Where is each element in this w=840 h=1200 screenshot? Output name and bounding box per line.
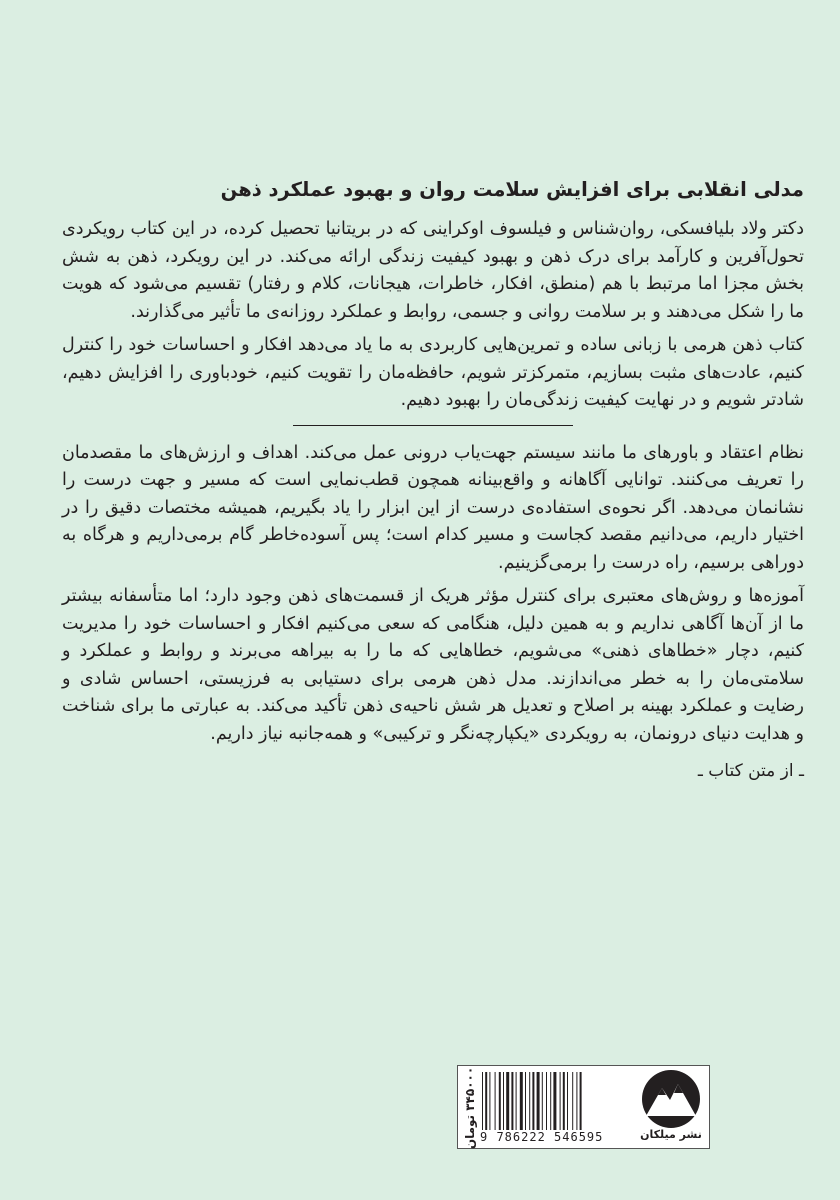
barcode-bar xyxy=(546,1072,547,1130)
source-attribution: ـ از متن کتاب ـ xyxy=(697,761,804,781)
paragraph-excerpt-1: نظام اعتقاد و باورهای ما مانند سیستم جهت‌یاب درونی عمل می‌کند. اهداف و ارزش‌های ما مقصدمان را تعریف می‌کنند. توانایی آگاهانه و واقع‌بینانه همچون قطب‌نمایی است که مسیر و جهت درست را نشانمان می‌دهد. اگر نحوه‌ی استفاده‌ی درست از این ابزار را یاد بگیریم، همیشه مختصات دقیق را در اختیار داریم، می‌دانیم مقصد کجاست و مسیر کدام است؛ پس آسوده‌خاطر گام برمی‌داریم و هرگاه به دوراهی برسیم، راه درست را برمی‌گزینیم. xyxy=(62,442,804,573)
barcode-bar xyxy=(489,1072,490,1130)
back-cover-text xyxy=(62,176,804,784)
barcode-icon xyxy=(480,1070,630,1132)
barcode-bar xyxy=(499,1072,501,1130)
barcode-bar xyxy=(572,1072,573,1130)
barcode-bar xyxy=(495,1072,496,1130)
barcode-bar xyxy=(553,1072,556,1130)
barcode-bar xyxy=(511,1072,513,1130)
publisher-name: نشر میلکان xyxy=(640,1128,702,1141)
section-divider xyxy=(293,425,573,426)
barcode-bar xyxy=(567,1072,568,1130)
barcode-bar xyxy=(485,1072,487,1130)
barcode-bar xyxy=(532,1072,534,1130)
barcode-bar xyxy=(580,1072,582,1130)
isbn-number: 9 786222 546595 xyxy=(480,1130,604,1144)
barcode-bar xyxy=(482,1072,483,1130)
barcode-bar xyxy=(529,1072,530,1130)
barcode-bar xyxy=(563,1072,565,1130)
barcode-bar xyxy=(516,1072,517,1130)
barcode-bar xyxy=(542,1072,543,1130)
price-label: ۳۴۵۰۰۰ تومان xyxy=(463,1066,477,1150)
barcode-bar xyxy=(503,1072,504,1130)
barcode-bar xyxy=(506,1072,509,1130)
paragraph-excerpt-2: آموزه‌ها و روش‌های معتبری برای کنترل مؤثر هریک از قسمت‌های ذهن وجود دارد؛ اما متأسفانه بیشتر ما از آن‌ها آگاهی نداریم و به همین دلیل، هنگامی که سعی می‌کنیم افکار و احساسات خود را مدیریت کنیم، دچار «خطاهای ذهنی» می‌شویم، خطاهایی که ما را به بیراهه می‌برند و روابط و عملکرد و سلامتی‌مان را به خطر می‌اندازند. مدل ذهن هرمی برای دستیابی به فرزیستی، احساس شادی و رضایت و عملکرد بهینه بر اصلاح و تعدیل هر شش ناحیه‌ی ذهن تأکید می‌کند. به عبارتی ما برای شناخت و هدایت دنیای درونمان، به رویکردی «یکپارچه‌نگر و ترکیبی» و همه‌جانبه نیاز داریم. xyxy=(62,586,804,744)
paragraph-intro: دکتر ولاد بلیافسکی، روان‌شناس و فیلسوف اوکراینی که در بریتانیا تحصیل کرده، در این کتاب رویکردی تحول‌آفرین و کارآمد برای درک ذهن و بهبود کیفیت زندگی ارائه می‌کند. در این رویکرد، ذهن به شش بخش مجزا اما مرتبط با هم (منطق، افکار، خاطرات، هیجانات، کلام و رفتار) تقسیم می‌شود که هویت ما را شکل می‌دهند و بر سلامت روانی و جسمی، روابط و عملکرد روزانه‌ی ما تأثیر می‌گذارند. xyxy=(62,219,804,322)
barcode-bar xyxy=(560,1072,561,1130)
headline: مدلی انقلابی برای افزایش سلامت روان و بهبود عملکرد ذهن xyxy=(220,178,804,201)
barcode-bar xyxy=(550,1072,551,1130)
barcode-bar xyxy=(576,1072,577,1130)
barcode-bar xyxy=(525,1072,526,1130)
paragraph-book-summary: کتاب ذهن هرمی با زبانی ساده و تمرین‌هایی کاربردی به ما یاد می‌دهد افکار و احساسات خود را کنترل کنیم، عادت‌های مثبت بسازیم، متمرکزتر شویم، حافظه‌مان را تقویت کنیم، خودباوری را افزایش دهیم، شادتر شویم و در نهایت کیفیت زندگی‌مان را بهبود دهیم. xyxy=(62,335,804,410)
barcode-bar xyxy=(520,1072,523,1130)
barcode-box xyxy=(457,1065,710,1149)
barcode-bar xyxy=(537,1072,540,1130)
